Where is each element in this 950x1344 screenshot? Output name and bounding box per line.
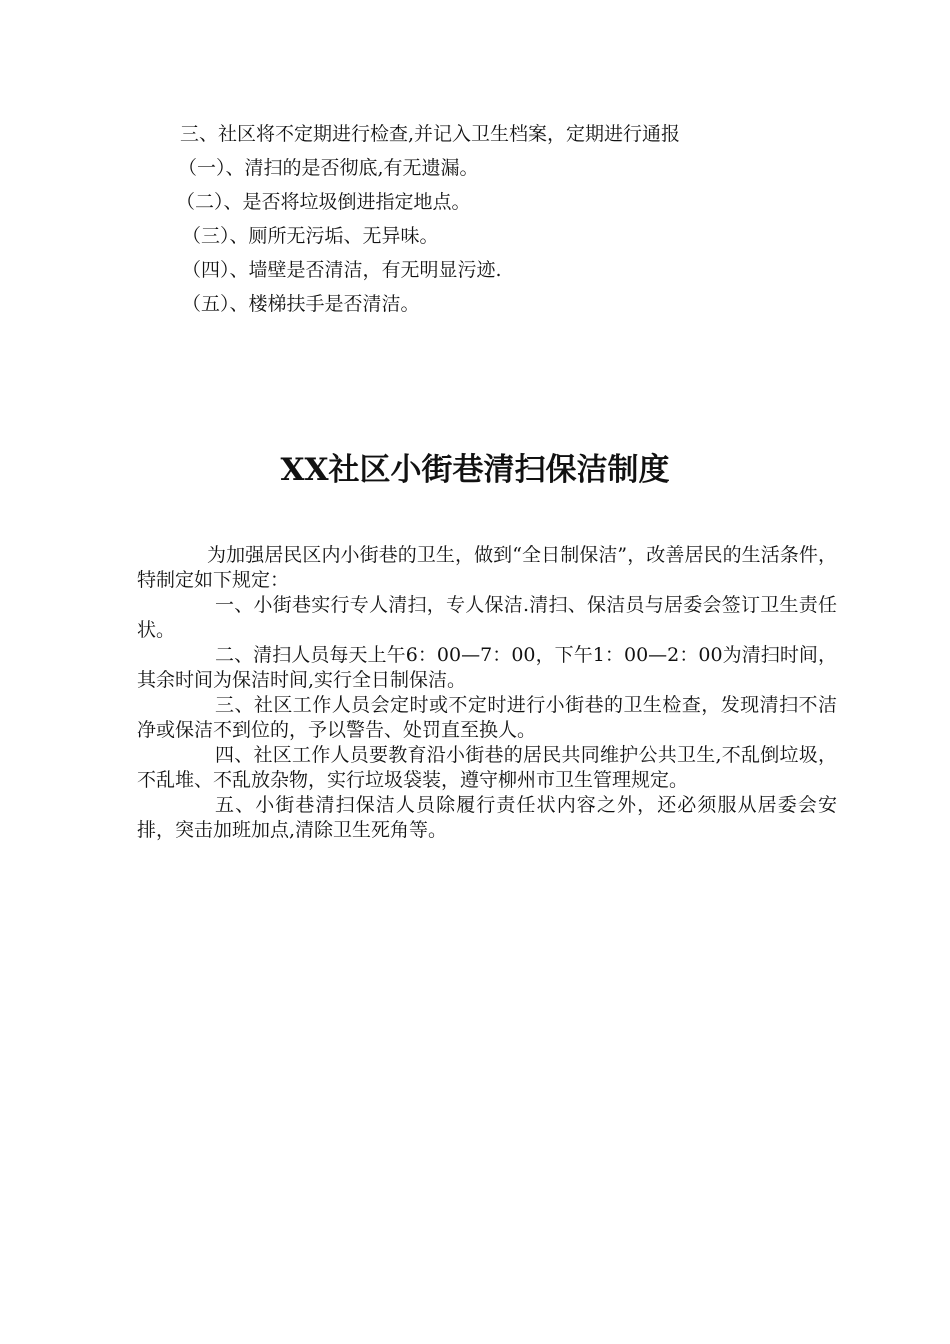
rule-paragraph-5: 五、小街巷清扫保洁人员除履行责任状内容之外，还必须服从居委会安排，突击加班加点,清除卫生死角等。 [137,794,837,841]
inspection-item-1: （一）、清扫的是否彻底,有无遗漏。 [178,157,479,179]
rule-paragraph-4: 四、社区工作人员要教育沿小街巷的居民共同维护公共卫生,不乱倒垃圾，不乱堆、不乱放杂物，实行垃圾袋装，遵守柳州市卫生管理规定。 [137,744,837,791]
inspection-heading: 三、社区将不定期进行检查,并记入卫生档案，定期进行通报 [180,123,681,145]
rule-paragraph-1: 一、小街巷实行专人清扫，专人保洁.清扫、保洁员与居委会签订卫生责任状。 [137,594,837,641]
rule-paragraph-3: 三、社区工作人员会定时或不定时进行小街巷的卫生检查，发现清扫不洁净或保洁不到位的，予以警告、处罚直至换人。 [137,694,837,741]
document-title: XX社区小街巷清扫保洁制度 [280,452,670,488]
intro-paragraph: 为加强居民区内小街巷的卫生，做到“全日制保洁”，改善居民的生活条件，特制定如下规定： [137,544,837,591]
document-body [137,543,837,843]
inspection-item-5: （五）、楼梯扶手是否清洁。 [182,293,420,315]
inspection-item-3: （三）、厕所无污垢、无异味。 [182,225,439,247]
inspection-item-4: （四）、墙壁是否清洁，有无明显污迹. [182,259,502,281]
inspection-item-2: （二）、是否将垃圾倒进指定地点。 [176,191,471,213]
rule-paragraph-2: 二、清扫人员每天上午6：00—7：00，下午1：00—2：00为清扫时间，其余时间为保洁时间,实行全日制保洁。 [137,644,837,691]
